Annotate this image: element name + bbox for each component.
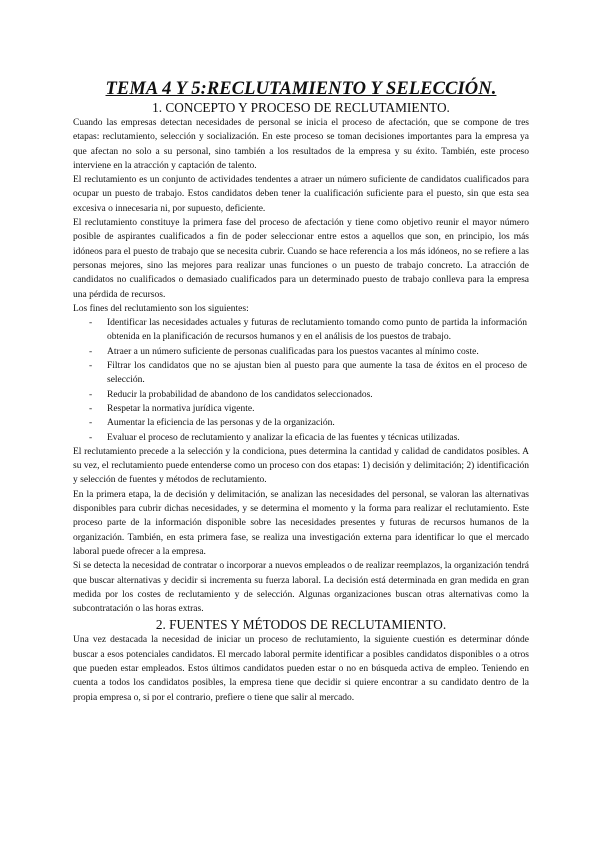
- bullet-dash: -: [89, 361, 93, 372]
- document-title: TEMA 4 Y 5:RECLUTAMIENTO Y SELECCIÓN.: [105, 79, 497, 99]
- bullet-dash: -: [89, 403, 93, 414]
- paragraph: Cuando las empresas detectan necesidades de personal se inicia el proceso de afectación, que se compone de tres etapas: reclutamiento, selección y socialización. En este proceso se toman decisiones importantes para la empresa ya que afectan no solo a su personal, sino también a los resultados de la empresa y su éxito. También, este proceso interviene en la atracción y captación de talento.: [73, 118, 529, 171]
- document-page: [73, 78, 529, 705]
- paragraph: Si se detecta la necesidad de contratar o incorporar a nuevos empleados o de realizar reemplazos, la organización tendrá que buscar alternativas y decidir si incrementa su fuerza laboral. La decisión está determinada en gran medida en gran medida por los costes de reclutamiento y de selección. Algunas organizaciones buscan otras alternativas como la subcontratación o las horas extras.: [73, 561, 529, 615]
- list-item: [73, 388, 529, 402]
- paragraph: Una vez destacada la necesidad de iniciar un proceso de reclutamiento, la siguiente cuestión es determinar dónde buscar a esos potenciales candidatos. El mercado laboral permite identificar a posibles candidatos disponibles o a otros que pueden estar empleados. Estos últimos candidatos pueden estar o no en búsqueda activa de empleo. Teniendo en cuenta a todos los candidatos posibles, la empresa tiene que decidir si quiere encontrar a su candidato dentro de la propia empresa o, si por el contrario, prefiere o tiene que salir al mercado.: [73, 635, 529, 703]
- list-item-text: Respetar la normativa jurídica vigente.: [107, 403, 255, 414]
- recruitment-goals-list: [73, 316, 529, 445]
- list-item: [73, 416, 529, 430]
- paragraph: El reclutamiento es un conjunto de actividades tendentes a atraer un número suficiente de candidatos cualificados para ocupar un puesto de trabajo. Estos candidatos deben tener la cualificación suficiente para el puesto, sin que esta sea excesiva o innecesaria ni, por supuesto, deficiente.: [73, 175, 529, 214]
- paragraph: El reclutamiento constituye la primera fase del proceso de afectación y tiene como objetivo reunir el mayor número posible de aspirantes cualificados a fin de poder seleccionar entre estos a aquellos que son, en principio, los más idóneos para el puesto de trabajo que se necesita cubrir. Cuando se hace referencia a los más idóneos, no se refiere a las personas mejores, sino las mejores para realizar unas funciones o un puesto de trabajo concreto. La atracción de candidatos no cualificados o demasiado cualificados para un determinado puesto de trabajo conlleva para la empresa una pérdida de recursos.: [73, 218, 529, 300]
- list-item: [73, 359, 529, 388]
- paragraph: Los fines del reclutamiento son los siguientes:: [73, 303, 249, 314]
- paragraph: El reclutamiento precede a la selección y la condiciona, pues determina la cantidad y calidad de candidatos posibles. A su vez, el reclutamiento puede entenderse como un proceso con dos etapas: 1) decisión y delimitación; 2) identificación y selección de fuentes y métodos de reclutamiento.: [73, 446, 529, 486]
- bullet-dash: -: [89, 346, 93, 357]
- list-item: [73, 431, 529, 445]
- bullet-dash: -: [89, 389, 93, 400]
- list-item-text: Aumentar la eficiencia de las personas y de la organización.: [107, 418, 335, 429]
- list-item: [73, 316, 529, 345]
- bullet-dash: -: [89, 432, 93, 443]
- list-item: [73, 402, 529, 416]
- bullet-dash: -: [89, 318, 93, 329]
- section-1-heading: 1. CONCEPTO Y PROCESO DE RECLUTAMIENTO.: [152, 100, 450, 115]
- list-item-text: Reducir la probabilidad de abandono de los candidatos seleccionados.: [107, 389, 373, 400]
- list-item-text: Identificar las necesidades actuales y futuras de reclutamiento tomando como punto de partida la información obtenida en la planificación de recursos humanos y en el análisis de los puestos de trabajo.: [107, 318, 527, 343]
- list-item-text: Atraer a un número suficiente de personas cualificadas para los puestos vacantes al mínimo coste.: [107, 346, 479, 357]
- paragraph: En la primera etapa, la de decisión y delimitación, se analizan las necesidades del personal, se valoran las alternativas disponibles para cubrir dichas necesidades, y se determina el momento y la forma para realizar el reclutamiento. Este proceso parte de la información disponible sobre las necesidades presentes y futuras de recursos humanos de la organización. También, en esta primera fase, se realiza una investigación externa para identificar lo que el mercado laboral puede ofrecer a la empresa.: [73, 489, 529, 557]
- bullet-dash: -: [89, 418, 93, 429]
- section-2-heading: 2. FUENTES Y MÉTODOS DE RECLUTAMIENTO.: [155, 617, 447, 633]
- list-item-text: Filtrar los candidatos que no se ajustan bien al puesto para que aumente la tasa de éxitos en el proceso de selección.: [107, 361, 527, 386]
- list-item-text: Evaluar el proceso de reclutamiento y analizar la eficacia de las fuentes y técnicas utilizadas.: [107, 432, 460, 443]
- list-item: [73, 345, 529, 359]
